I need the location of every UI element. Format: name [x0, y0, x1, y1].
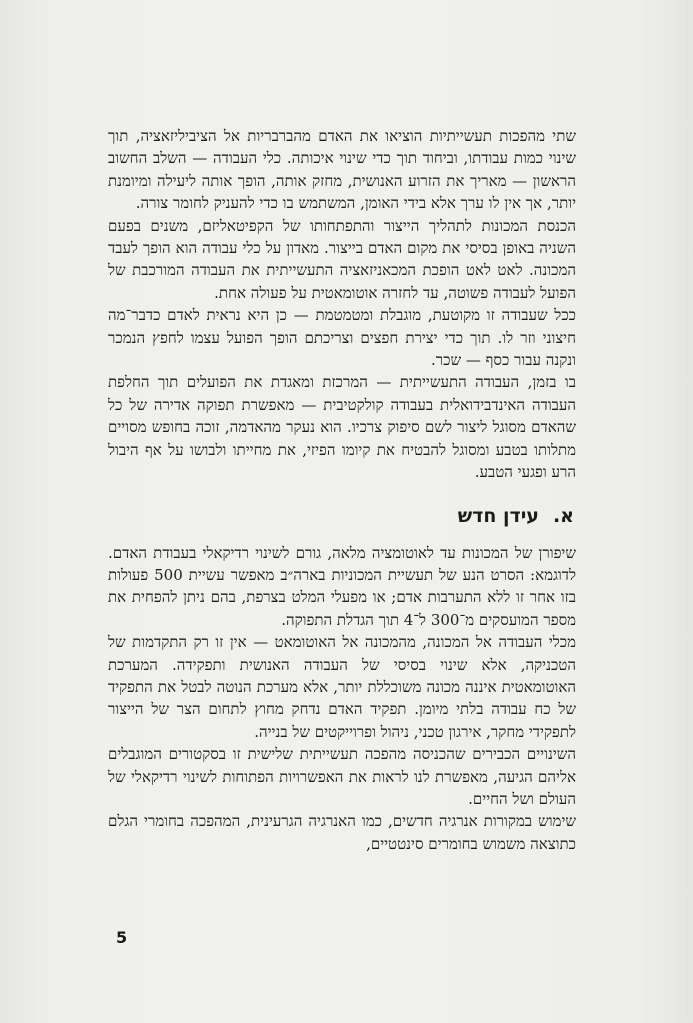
body-text	[108, 125, 576, 855]
paragraph: ככל שעבודה זו מקוטעת, מוגבלת ומטמטמת — כן היא נראית לאדם כדבר־מה חיצוני וזר לו. תוך כדי יצירת חפצים וצריכתם הופך הפועל עצמו לחפץ הנמכר ונקנה עבור כסף — שכר.	[108, 306, 576, 370]
section-heading	[108, 504, 576, 528]
paragraph: הכנסת המכונות לתהליך הייצור והתפתחותו של הקפיטאליזם, משנים בפעם השניה באופן בסיסי את מקום האדם בייצור. מאדון על כלי עבודה הוא הופך לעבד המכונה. לאט לאט הופכת המכאניזאציה התעשייתית את העבודה המורכבת של הפועל לעבודה פשוטה, עד לחזרה אוטומאטית על פעולה אחת.	[108, 216, 576, 302]
page-number: 5	[116, 928, 128, 947]
section-title: עידן חדש	[457, 504, 539, 527]
paragraph: שימוש במקורות אנרגיה חדשים, כמו האנרגיה הגרעינית, המהפכה בחומרי הגלם כתוצאה משמוש בחומרים סינטטיים,	[108, 812, 576, 853]
paragraph: שיפורן של המכונות עד לאוטומציה מלאה, גורם לשינוי רדיקאלי בעבודת האדם. לדוגמא: הסרט הנע של תעשיית המכוניות בארה״ב מאפשר עשיית 500 פעולות בזו אחר זו ללא התערבות אדם; או מפעלי המלט בצרפת, בהם ניתן להפחית את מספר המועסקים מ־300 ל־4 תוך הגדלת התפוקה.	[108, 543, 576, 629]
paragraph: השינויים הכבירים שהכניסה מהפכה תעשייתית שלישית זו בסקטורים המוגבלים אליהם הגיעה, מאפשרת לנו לראות את האפשרויות הפתוחות לשינוי רדיקאלי של העולם ושל החיים.	[108, 745, 576, 808]
section-letter: א.	[552, 504, 574, 527]
paragraph: מכלי העבודה אל המכונה, מהמכונה אל האוטומאט — אין זו רק התקדמות של הטכניקה, אלא שינוי בסיסי של העבודה האנושית ותפקידה. המערכת האוטומאטית איננה מכונה משוכללת יותר, אלא מערכת הנוטה לבטל את התפקיד של כח עבודה בלתי מיומן. תפקיד האדם נדחק מחוץ לתחום הצר של הייצור לתפקידי מחקר, אירגון טכני, ניהול ופרוייקטים של בנייה.	[108, 633, 576, 741]
paragraph: שתי מהפכות תעשייתיות הוציאו את האדם מהברבריות אל הציביליזאציה, תוך שינוי כמות עבודתו, וביחוד תוך כדי שינוי איכותה. כלי העבודה — השלב החשוב הראשון — מאריך את הזרוע האנושית, מחזק אותה, הופך אותה ליעילה ומיומנת יותר, אך אין לו ערך אלא בידי האומן, המשתמש בו כדי להעניק לחומר צורה.	[108, 127, 576, 213]
paragraph: בו בזמן, העבודה התעשייתית — המרכזת ומאגדת את הפועלים תוך החלפת העבודה האינדבידואלית בעבודה קולקטיבית — מאפשרת תפוקה אדירה של כל שהאדם מסוגל ליצור לשם סיפוק צרכיו. הוא נעקר מהאדמה, זוכה בחופש מסויים מתלותו בטבע ומסוגל להבטיח את קיומו הפיזי, את מחייתו ולבושו על אף היבול הרע ופגעי הטבע.	[108, 373, 576, 482]
